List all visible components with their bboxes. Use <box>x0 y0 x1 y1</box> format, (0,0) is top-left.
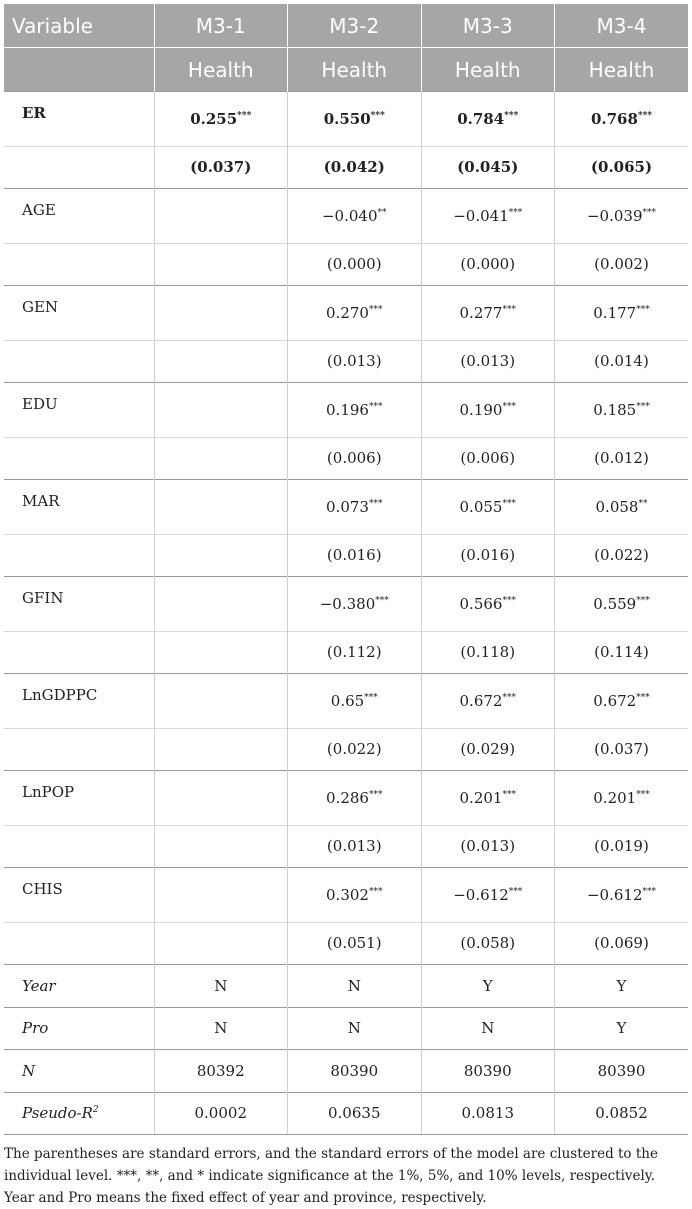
coefficient-cell: 0.201*** <box>421 771 555 826</box>
standard-error-cell: (0.058) <box>421 922 555 965</box>
footer-value-cell: 80390 <box>555 1050 689 1093</box>
coefficient-cell: 0.185*** <box>555 383 689 438</box>
table-row <box>4 340 688 383</box>
standard-error-cell: (0.006) <box>421 437 555 480</box>
standard-error-cell: (0.051) <box>288 922 422 965</box>
standard-error-cell: (0.012) <box>555 437 689 480</box>
coefficient-cell: 0.270*** <box>288 286 422 341</box>
row-variable-blank <box>4 340 154 383</box>
row-variable-name: EDU <box>4 383 154 438</box>
coefficient-cell: 0.566*** <box>421 577 555 632</box>
coefficient-cell: −0.612*** <box>555 868 689 923</box>
table-row <box>4 92 688 147</box>
table-body <box>4 92 688 1135</box>
table-row <box>4 189 688 244</box>
coefficient-cell: 0.672*** <box>555 674 689 729</box>
table-row <box>4 437 688 480</box>
footer-value-cell: 80390 <box>421 1050 555 1093</box>
standard-error-cell: (0.013) <box>421 340 555 383</box>
coefficient-cell: 0.058** <box>555 480 689 535</box>
coefficient-cell <box>154 868 288 923</box>
row-variable-blank <box>4 631 154 674</box>
coefficient-cell <box>154 674 288 729</box>
standard-error-cell <box>154 825 288 868</box>
table-row <box>4 631 688 674</box>
footer-value-cell: 80390 <box>288 1050 422 1093</box>
row-variable-name: MAR <box>4 480 154 535</box>
coefficient-cell: 0.768*** <box>555 92 689 147</box>
row-variable-name: Pseudo-$R^2$ <box>4 1092 154 1134</box>
standard-error-cell: (0.022) <box>288 728 422 771</box>
row-variable-blank <box>4 534 154 577</box>
table-row <box>4 1050 688 1093</box>
regression-table <box>4 4 688 1134</box>
standard-error-cell <box>154 631 288 674</box>
row-variable-blank <box>4 437 154 480</box>
coefficient-cell <box>154 383 288 438</box>
row-variable-name: LnPOP <box>4 771 154 826</box>
table-row <box>4 146 688 189</box>
footer-value-cell: 0.0813 <box>421 1092 555 1134</box>
standard-error-cell: (0.037) <box>555 728 689 771</box>
table-row <box>4 480 688 535</box>
coefficient-cell: 0.550*** <box>288 92 422 147</box>
row-variable-name: GEN <box>4 286 154 341</box>
coefficient-cell: 0.784*** <box>421 92 555 147</box>
row-variable-blank <box>4 243 154 286</box>
standard-error-cell <box>154 437 288 480</box>
footer-value-cell: N <box>288 1007 422 1050</box>
footer-value-cell: 80392 <box>154 1050 288 1093</box>
standard-error-cell: (0.014) <box>555 340 689 383</box>
table-row <box>4 965 688 1008</box>
standard-error-cell <box>154 534 288 577</box>
standard-error-cell: (0.045) <box>421 146 555 189</box>
regression-table-container <box>4 4 688 1209</box>
coefficient-cell: −0.041*** <box>421 189 555 244</box>
standard-error-cell <box>154 922 288 965</box>
standard-error-cell: (0.029) <box>421 728 555 771</box>
coefficient-cell: 0.201*** <box>555 771 689 826</box>
table-row <box>4 922 688 965</box>
footer-value-cell: 0.0002 <box>154 1092 288 1134</box>
row-variable-blank <box>4 922 154 965</box>
coefficient-cell: 0.672*** <box>421 674 555 729</box>
row-variable-blank <box>4 825 154 868</box>
header-model: M3-3 <box>421 4 555 48</box>
table-row <box>4 1092 688 1134</box>
table-row <box>4 728 688 771</box>
header-blank <box>4 48 154 92</box>
row-variable-name: Year <box>4 965 154 1008</box>
row-variable-blank <box>4 146 154 189</box>
coefficient-cell: 0.177*** <box>555 286 689 341</box>
header-variable: Variable <box>4 4 154 48</box>
table-row <box>4 286 688 341</box>
standard-error-cell: (0.016) <box>288 534 422 577</box>
standard-error-cell: (0.013) <box>288 825 422 868</box>
standard-error-cell: (0.065) <box>555 146 689 189</box>
standard-error-cell <box>154 243 288 286</box>
table-row <box>4 534 688 577</box>
table-row <box>4 577 688 632</box>
coefficient-cell: 0.302*** <box>288 868 422 923</box>
standard-error-cell: (0.019) <box>555 825 689 868</box>
standard-error-cell: (0.002) <box>555 243 689 286</box>
row-variable-name: GFIN <box>4 577 154 632</box>
standard-error-cell: (0.118) <box>421 631 555 674</box>
coefficient-cell: 0.277*** <box>421 286 555 341</box>
standard-error-cell <box>154 728 288 771</box>
row-variable-name: CHIS <box>4 868 154 923</box>
table-row <box>4 771 688 826</box>
table-row <box>4 825 688 868</box>
header-model: M3-1 <box>154 4 288 48</box>
coefficient-cell <box>154 771 288 826</box>
coefficient-cell: 0.190*** <box>421 383 555 438</box>
standard-error-cell: (0.013) <box>288 340 422 383</box>
footer-value-cell: N <box>154 1007 288 1050</box>
row-variable-name: ER <box>4 92 154 147</box>
coefficient-cell: 0.055*** <box>421 480 555 535</box>
coefficient-cell: 0.255*** <box>154 92 288 147</box>
coefficient-cell: 0.559*** <box>555 577 689 632</box>
footer-value-cell: Y <box>555 1007 689 1050</box>
standard-error-cell: (0.000) <box>288 243 422 286</box>
standard-error-cell: (0.112) <box>288 631 422 674</box>
coefficient-cell: 0.65*** <box>288 674 422 729</box>
footer-value-cell: Y <box>421 965 555 1008</box>
row-variable-name: Pro <box>4 1007 154 1050</box>
coefficient-cell: −0.040** <box>288 189 422 244</box>
standard-error-cell <box>154 340 288 383</box>
standard-error-cell: (0.114) <box>555 631 689 674</box>
standard-error-cell: (0.013) <box>421 825 555 868</box>
table-row <box>4 243 688 286</box>
standard-error-cell: (0.069) <box>555 922 689 965</box>
header-dependent: Health <box>154 48 288 92</box>
standard-error-cell: (0.016) <box>421 534 555 577</box>
header-model: M3-2 <box>288 4 422 48</box>
header-dependent: Health <box>421 48 555 92</box>
footer-value-cell: N <box>421 1007 555 1050</box>
coefficient-cell <box>154 577 288 632</box>
footer-value-cell: N <box>288 965 422 1008</box>
table-row <box>4 383 688 438</box>
coefficient-cell: 0.196*** <box>288 383 422 438</box>
footer-value-cell: Y <box>555 965 689 1008</box>
standard-error-cell: (0.000) <box>421 243 555 286</box>
header-dependent: Health <box>288 48 422 92</box>
row-variable-name: AGE <box>4 189 154 244</box>
table-note: The parentheses are standard errors, and the standard errors of the model are clustered to the individual level. ***, **, and * indicate significance at the 1%, 5%, and 10% levels, respectively. Year and Pro means the fixed effect of year and province, respectively. <box>4 1146 658 1206</box>
footer-value-cell: 0.0635 <box>288 1092 422 1134</box>
coefficient-cell: −0.380*** <box>288 577 422 632</box>
table-row <box>4 1007 688 1050</box>
coefficient-cell <box>154 189 288 244</box>
row-variable-name: LnGDPPC <box>4 674 154 729</box>
footer-value-cell: N <box>154 965 288 1008</box>
coefficient-cell <box>154 286 288 341</box>
table-row <box>4 674 688 729</box>
table-row <box>4 868 688 923</box>
standard-error-cell: (0.037) <box>154 146 288 189</box>
coefficient-cell: 0.286*** <box>288 771 422 826</box>
standard-error-cell: (0.006) <box>288 437 422 480</box>
header-model: M3-4 <box>555 4 689 48</box>
standard-error-cell: (0.042) <box>288 146 422 189</box>
coefficient-cell <box>154 480 288 535</box>
coefficient-cell: 0.073*** <box>288 480 422 535</box>
row-variable-blank <box>4 728 154 771</box>
table-header <box>4 4 688 92</box>
coefficient-cell: −0.039*** <box>555 189 689 244</box>
row-variable-name: N <box>4 1050 154 1093</box>
table-bottom-rule <box>4 1134 688 1135</box>
header-dependent: Health <box>555 48 689 92</box>
standard-error-cell: (0.022) <box>555 534 689 577</box>
footer-value-cell: 0.0852 <box>555 1092 689 1134</box>
coefficient-cell: −0.612*** <box>421 868 555 923</box>
